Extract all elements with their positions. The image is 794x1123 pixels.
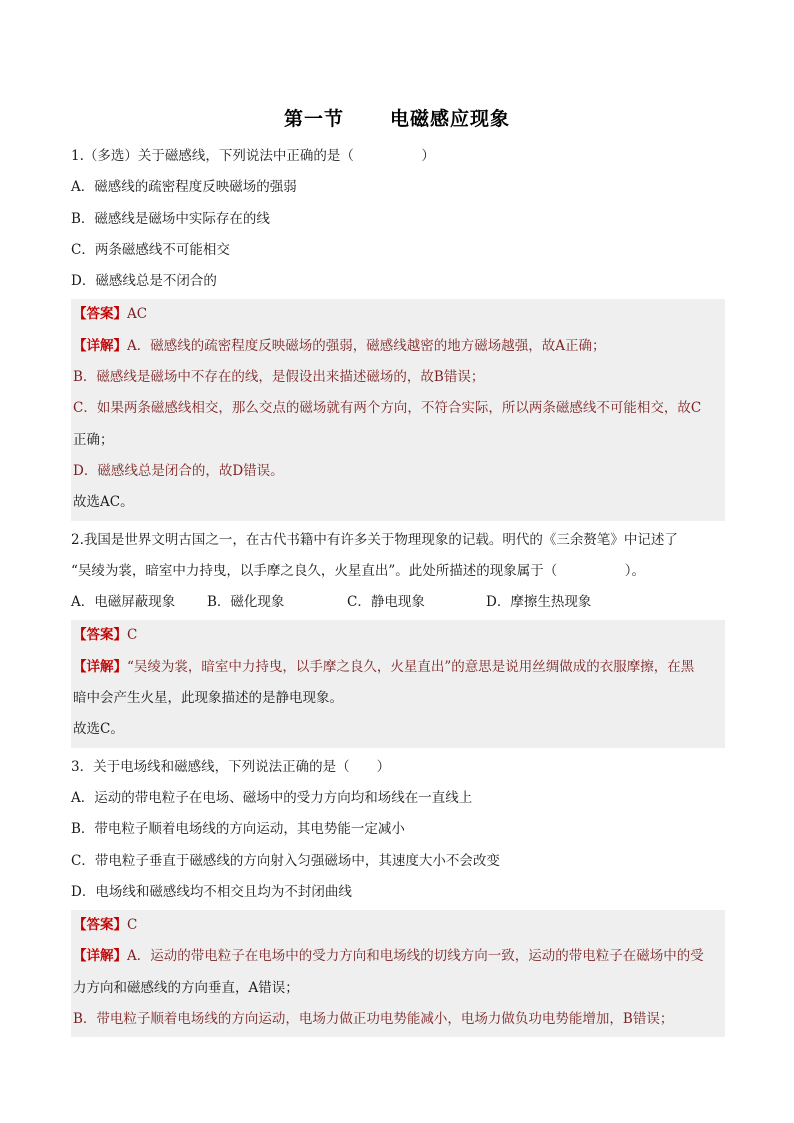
detail-text: “吴绫为裳，暗室中力持曳，以手摩之良久，火星直出”的意思是说用丝绸做成的衣服摩擦，在黑 xyxy=(127,658,695,675)
option-b: B．磁化现象 xyxy=(207,594,285,611)
question-stem: 2.我国是世界文明古国之一，在古代书籍中有许多关于物理现象的记载。明代的《三余赘笔》中记述了 xyxy=(71,531,678,548)
option-c: C．静电现象 xyxy=(347,594,425,611)
detail-line: B．磁感线是磁场中不存在的线，是假设出来描述磁场的，故B错误； xyxy=(73,369,485,386)
detail-text: A．运动的带电粒子在电场中的受力方向和电场线的切线方向一致，运动的带电粒子在磁场中的受 xyxy=(127,948,704,965)
detail-line: C．如果两条磁感线相交，那么交点的磁场就有两个方向，不符合实际，所以两条磁感线不可能相交，故C xyxy=(73,400,702,417)
answer-line xyxy=(71,620,725,651)
option-d: D．摩擦生热现象 xyxy=(486,594,592,611)
detail-line: 暗中会产生火星，此现象描述的是静电现象。 xyxy=(73,690,343,707)
detail-line xyxy=(71,331,725,362)
answer-tag: 【答案】 xyxy=(73,917,127,934)
detail-tag: 【详解】 xyxy=(73,948,127,965)
answer-block xyxy=(71,620,725,747)
option-a: A．磁感线的疏密程度反映磁场的强弱 xyxy=(71,179,297,196)
detail-line: 正确； xyxy=(73,431,114,448)
option-c: C．两条磁感线不可能相交 xyxy=(71,241,230,258)
detail-line xyxy=(71,652,725,683)
option-b: B．磁感线是磁场中实际存在的线 xyxy=(71,210,270,227)
answer-line xyxy=(71,299,725,330)
detail-text: A．磁感线的疏密程度反映磁场的强弱，磁感线越密的地方磁场越强，故A正确； xyxy=(127,337,606,354)
option-a: A．电磁屏蔽现象 xyxy=(71,594,176,611)
answer-value: C xyxy=(127,917,138,934)
options-row xyxy=(71,587,725,618)
detail-tag: 【详解】 xyxy=(73,337,127,354)
answer-tag: 【答案】 xyxy=(73,627,127,644)
answer-block xyxy=(71,910,725,1037)
detail-conclusion: 故选AC。 xyxy=(73,494,134,511)
question-1 xyxy=(71,141,725,521)
detail-tag: 【详解】 xyxy=(73,658,127,675)
page-title xyxy=(0,104,794,131)
question-3 xyxy=(71,752,725,1038)
option-c: C．带电粒子垂直于磁感线的方向射入匀强磁场中，其速度大小不会改变 xyxy=(71,852,500,869)
detail-line: B．带电粒子顺着电场线的方向运动，电场力做正功电势能减小，电场力做负功电势能增加，B错误； xyxy=(73,1011,674,1028)
detail-line: 力方向和磁感线的方向垂直，A错误； xyxy=(73,979,299,996)
section-name: 电磁感应现象 xyxy=(390,108,511,130)
option-d: D．磁感线总是不闭合的 xyxy=(71,273,217,290)
answer-value: C xyxy=(127,627,138,644)
question-stem: 1.（多选）关于磁感线，下列说法中正确的是（ ） xyxy=(71,148,435,164)
option-b: B．带电粒子顺着电场线的方向运动，其电势能一定减小 xyxy=(71,821,405,838)
option-d: D．电场线和磁感线均不相交且均为不封闭曲线 xyxy=(71,883,352,900)
answer-block xyxy=(71,299,725,520)
section-number: 第一节 xyxy=(283,108,344,130)
document-body xyxy=(71,141,725,1041)
answer-tag: 【答案】 xyxy=(73,306,127,323)
option-a: A．运动的带电粒子在电场、磁场中的受力方向均和场线在一直线上 xyxy=(71,789,473,806)
question-stem: “吴绫为裳，暗室中力持曳，以手摩之良久，火星直出”。此处所描述的现象属于（ ）。 xyxy=(71,562,646,579)
detail-line: D．磁感线总是闭合的，故D错误。 xyxy=(73,462,284,479)
question-stem: 3．关于电场线和磁感线，下列说法正确的是（ ） xyxy=(71,758,391,775)
detail-conclusion: 故选C。 xyxy=(73,721,124,738)
question-2 xyxy=(71,525,725,748)
detail-line xyxy=(71,941,725,972)
answer-line xyxy=(71,910,725,941)
answer-value: AC xyxy=(127,306,148,323)
